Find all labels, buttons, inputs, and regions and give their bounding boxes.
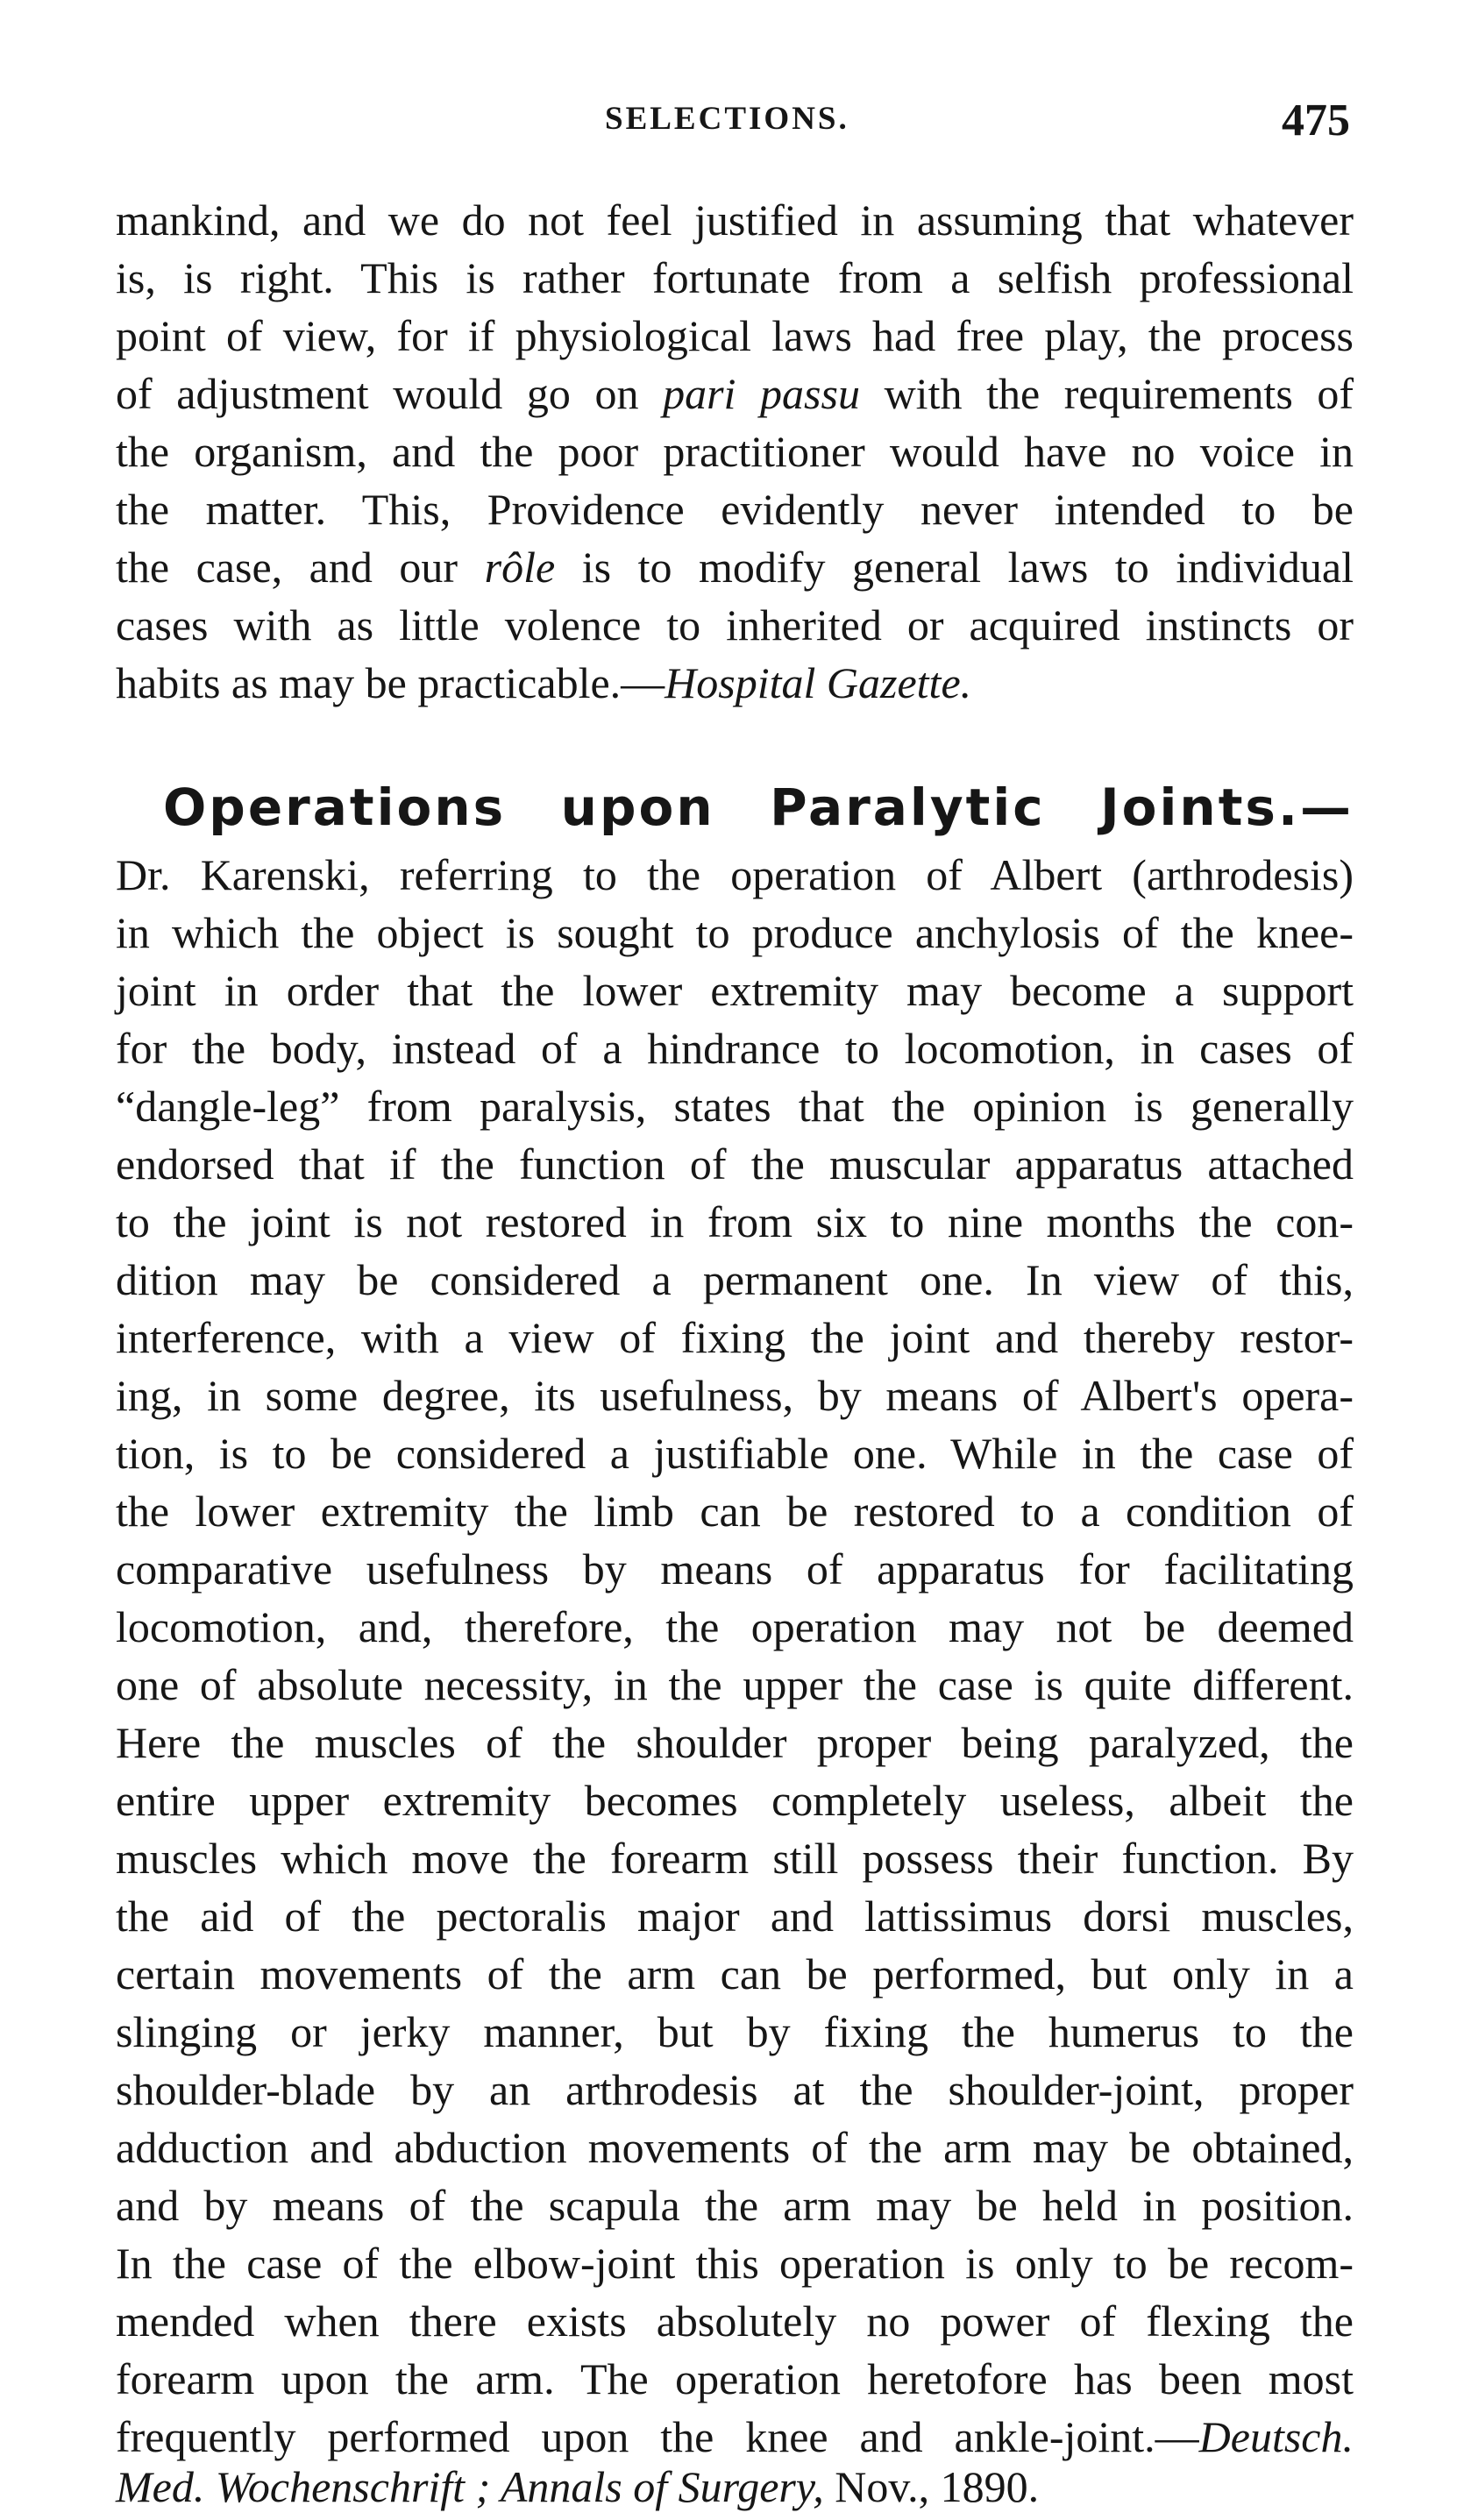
page-header <box>114 95 1350 156</box>
section-line-4: for the body, instead of a hindrance to locomotion, in cases of <box>116 1024 1354 1073</box>
section-line-22: shoulder-blade by an arthrodesis at the shoulder-joint, proper <box>116 2065 1354 2114</box>
source-journals: Med. Wochenschrift ; Annals of Surgery, <box>116 2462 824 2511</box>
section-line-29 <box>116 2460 1354 2513</box>
section-line-11: tion, is to be considered a justifiable one. While in the case of <box>116 1429 1354 1478</box>
para1-line-8: cases with as little volence to inherited or acquired instincts or <box>116 600 1354 650</box>
para1-line-3: point of view, for if physiological laws had free play, the process <box>116 311 1354 360</box>
section-line-12: the lower extremity the limb can be restored to a condition of <box>116 1487 1354 1536</box>
section-line-27: forearm upon the arm. The operation heretofore has been most <box>116 2354 1354 2403</box>
para1-line-5: the organism, and the poor practitioner would have no voice in <box>116 427 1354 476</box>
section-line-26: mended when there exists absolutely no power of flexing the <box>116 2296 1354 2346</box>
running-head: SELECTIONS. <box>605 101 849 137</box>
section-heading: Operations upon Paralytic Joints.— <box>163 777 1354 837</box>
source-hospital-gazette: Hospital Gazette. <box>665 658 972 707</box>
section-line-14: locomotion, and, therefore, the operation may not be deemed <box>116 1602 1354 1651</box>
para1-line-6: the matter. This, Providence evidently never intended to be <box>116 485 1354 534</box>
para1-line-9: habits as may be practicable.—Hospital Gazette. <box>116 658 972 707</box>
section-line-1: Dr. Karenski, referring to the operation of Albert (arthrodesis) <box>116 850 1354 899</box>
section-line-3: joint in order that the lower extremity may become a support <box>116 966 1354 1015</box>
para1-line-1: mankind, and we do not feel justified in assuming that whatever <box>116 195 1354 245</box>
section-line-8: dition may be considered a permanent one. In view of this, <box>116 1255 1354 1304</box>
section-line-15: one of absolute necessity, in the upper the case is quite different. <box>116 1660 1354 1709</box>
para1-line-2: is, is right. This is rather fortunate from a selfish professional <box>116 253 1354 302</box>
para1-line-7: the case, and our rôle is to modify general laws to individual <box>116 543 1354 592</box>
para1-line-4: of adjustment would go on pari passu with the requirements of <box>116 369 1354 418</box>
section-line-7: to the joint is not restored in from six to nine months the con- <box>116 1197 1354 1246</box>
section-line-5: “dangle-leg” from paralysis, states that the opinion is generally <box>116 1082 1354 1131</box>
section-line-23: adduction and abduction movements of the arm may be obtained, <box>116 2123 1354 2172</box>
source-deutsch: Deutsch. <box>1198 2412 1354 2461</box>
section-line-28: frequently performed upon the knee and ankle-joint.—Deutsch. <box>116 2412 1354 2461</box>
section-line-2: in which the object is sought to produce anchylosis of the knee- <box>116 908 1354 957</box>
publication-date: Nov., 1890. <box>823 2462 1040 2511</box>
section-line-21: slinging or jerky manner, but by fixing the humerus to the <box>116 2007 1354 2056</box>
section-line-13: comparative usefulness by means of apparatus for facilitating <box>116 1544 1354 1594</box>
section-line-9: interference, with a view of fixing the joint and thereby restor- <box>116 1313 1354 1362</box>
section-line-24: and by means of the scapula the arm may be held in position. <box>116 2181 1354 2230</box>
section-line-25: In the case of the elbow-joint this operation is only to be recom- <box>116 2239 1354 2288</box>
section-line-10: ing, in some degree, its usefulness, by means of Albert's opera- <box>116 1371 1354 1420</box>
page-number: 475 <box>1282 96 1350 146</box>
italic-pari-passu: pari passu <box>663 369 860 418</box>
section-line-16: Here the muscles of the shoulder proper being paralyzed, the <box>116 1718 1354 1767</box>
section-line-17: entire upper extremity becomes completely useless, albeit the <box>116 1776 1354 1825</box>
section-line-20: certain movements of the arm can be performed, but only in a <box>116 1949 1354 1998</box>
section-line-18: muscles which move the forearm still possess their function. By <box>116 1834 1354 1883</box>
section-line-6: endorsed that if the function of the muscular apparatus attached <box>116 1139 1354 1189</box>
italic-role: rôle <box>484 543 556 592</box>
section-line-19: the aid of the pectoralis major and lattissimus dorsi muscles, <box>116 1892 1354 1941</box>
